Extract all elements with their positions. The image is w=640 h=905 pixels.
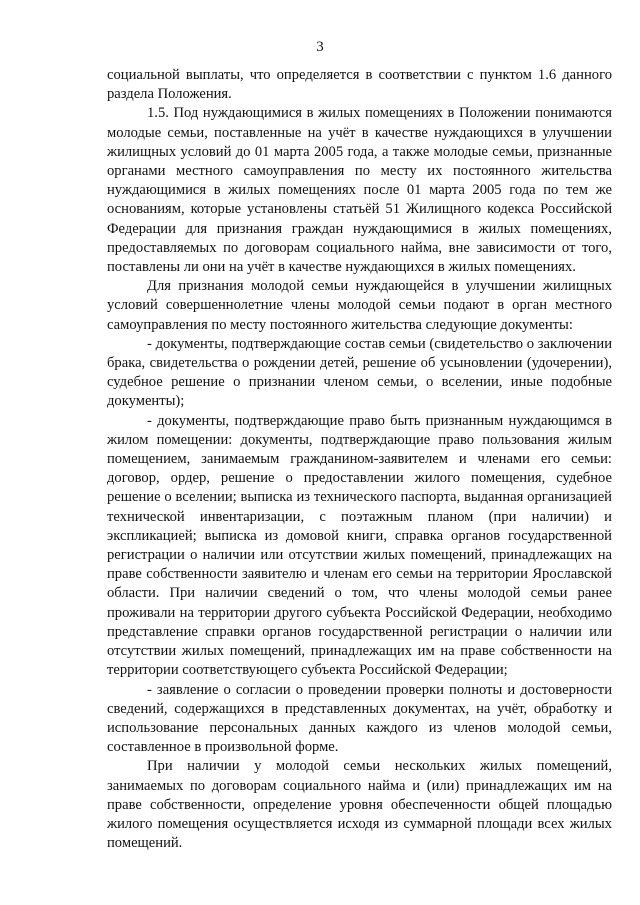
paragraph-documents-intro: Для признания молодой семьи нуждающейся в улучшении жилищных условий совершеннолетние члены молодой семьи подают в орган местного самоуправления по месту постоянного жительства следующие документы: xyxy=(107,278,612,333)
paragraph-1-5-definition: 1.5. Под нуждающимися в жилых помещениях в Положении понимаются молодые семьи, поставленные на учёт в качестве нуждающихся в улучшении жилищных условий до 01 марта 2005 года, а также молодые семьи, признанные органами местного самоуправления по месту их постоянного жительства нуждающимися в жилых помещениях после 01 марта 2005 года по тем же основаниям, которые установлены статьёй 51 Жилищного кодекса Российской Федерации для признания граждан нуждающимися в жилых помещениях, предоставляемых по договорам социального найма, вне зависимости от того, поставлены ли они на учёт в качестве нуждающихся в жилых помещениях. xyxy=(107,105,612,276)
page-number: 3 xyxy=(316,39,324,55)
document-body xyxy=(107,66,612,853)
paragraph-multiple-dwellings: При наличии у молодой семьи нескольких жилых помещений, занимаемых по договорам социального найма и (или) принадлежащих им на праве собственности, определение уровня обеспеченности общей площадью жилого помещения осуществляется исходя из суммарной площади всех жилых помещений. xyxy=(107,758,612,852)
list-item-consent-statement: - заявление о согласии о проведении проверки полноты и достоверности сведений, содержащихся в представленных документах, на учёт, обработку и использование персональных данных каждого из членов молодой семьи, составленное в произвольной форме. xyxy=(107,681,612,756)
list-item-need-documents: - документы, подтверждающие право быть признанным нуждающимся в жилом помещении: документы, подтверждающие право пользования жилым помещением, занимаемым гражданином-заявителем и членами его семьи: договор, ордер, решение о предоставлении жилого помещения, судебное решение о вселении; выписка из технического паспорта, выданная организацией технической инвентаризации, с поэтажным планом (при наличии) и экспликацией; выписка из домовой книги, справка органов государственной регистрации о наличии или отсутствии жилых помещений, принадлежащих на праве собственности заявителю и членам его семьи на территории Ярославской области. При наличии сведений о том, что члены молодой семьи ранее проживали на территории другого субъекта Российской Федерации, необходимо представление справки органов государственной регистрации о наличии или отсутствии жилых помещений, принадлежащих им на праве собственности на территории соответствующего субъекта Российской Федерации; xyxy=(107,412,612,679)
paragraph-continuation: социальной выплаты, что определяется в соответствии с пунктом 1.6 данного раздела Положения. xyxy=(107,67,612,103)
list-item-family-documents: - документы, подтверждающие состав семьи (свидетельство о заключении брака, свидетельства о рождении детей, решение об усыновлении (удочерении), судебное решение о признании членом семьи, о вселении, иные подобные документы); xyxy=(107,335,612,410)
